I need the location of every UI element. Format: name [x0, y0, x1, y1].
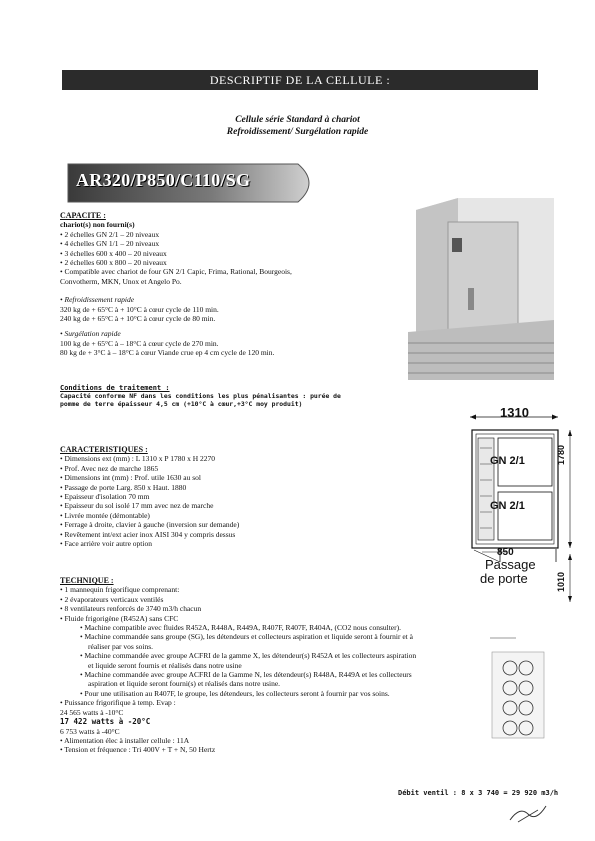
list-item: • Revêtement int/ext acier inox AISI 304 y compris dessus [60, 530, 400, 539]
debit-ventil: Débit ventil : 8 x 3 740 = 29 920 m3/h [398, 789, 559, 797]
list-item: • Livrée montée (démontable) [60, 511, 400, 520]
signature-scribble [508, 802, 548, 824]
list-item: • Ferrage à droite, clavier à gauche (inversion sur demande) [60, 520, 400, 529]
list-item: • Machine commandée avec groupe ACFRI de la Gamme N, les détendeur(s) R448A, R449A et les collecteurs aspiration et liquide seront fourni(s) et réalisés dans notre usine. [60, 670, 420, 689]
list-item: • 2 échelles GN 2/1 – 20 niveaux [60, 230, 390, 239]
list-item: • Passage de porte Larg. 850 x Haut. 1880 [60, 483, 400, 492]
list-item: • 3 échelles 600 x 400 – 20 niveaux [60, 249, 390, 258]
section-banner: DESCRIPTIF DE LA CELLULE : [62, 70, 538, 90]
list-item: • Machine compatible avec fluides R452A, R448A, R449A, R407F, R407F, R404A, (CO2 nous consulter). [60, 623, 420, 632]
capacite-heading: CAPACITE : [60, 211, 106, 220]
surgel-line: 80 kg de + 3°C à – 18°C à cœur Viande crue ep 4 cm cycle de 120 min. [60, 348, 275, 358]
conditions-section [60, 384, 400, 408]
list-item: • Dimensions int (mm) : Prof. utile 1630 au sol [60, 473, 400, 482]
capacite-subheading: chariot(s) non fourni(s) [60, 220, 135, 230]
refroid-title: • Refroidissement rapide [60, 295, 135, 305]
list-item: • Machine commandée avec groupe ACFRI de la gamme X, les détendeur(s) R452A et les collecteurs aspiration et liquide seront fournis et réalisés dans notre usine [60, 651, 420, 670]
dim-depth: 1780 [556, 444, 566, 465]
technique-heading: TECHNIQUE : [60, 576, 114, 585]
puissance-line: 6 753 watts à -40°C [60, 726, 120, 736]
cell-photo [408, 192, 554, 380]
subtitle-line-1: Cellule série Standard à chariot [235, 115, 360, 125]
list-item: • Pour une utilisation au R407F, le groupe, les détendeurs, les collecteurs seront à fournir par vos soins. [60, 689, 420, 698]
conditions-heading: Conditions de traitement : [60, 384, 170, 392]
subtitle-line-2: Refroidissement/ Surgélation rapide [226, 127, 369, 137]
refroid-line: 240 kg de + 65°C à + 10°C à cœur cycle de 80 min. [60, 314, 216, 324]
capacite-list [60, 230, 390, 277]
capacite-continued: Convotherm, MKN, Unox et Angelo Po. [60, 276, 182, 286]
list-item: • Tension et fréquence : Tri 400V + T + N, 50 Hertz [60, 745, 460, 754]
surgel-title: • Surgélation rapide [60, 329, 121, 339]
list-item: • 2 échelles 600 x 800 – 20 niveaux [60, 258, 390, 267]
list-item: • 1 mannequin frigorifique comprenant: [60, 585, 460, 594]
caracteristiques-heading: CARACTERISTIQUES : [60, 445, 148, 454]
conditions-line: Capacité conforme NF dans les conditions les plus pénalisantes : purée de [60, 392, 341, 400]
list-item: • Fluide frigorigène (R452A) sans CFC [60, 614, 460, 623]
dim-door-width: 850 [497, 547, 514, 558]
surgel-line: 100 kg de + 65°C à – 18°C à cœur cycle de 270 min. [60, 338, 219, 348]
list-item: • 4 échelles GN 1/1 – 20 niveaux [60, 239, 390, 248]
conditions-line: pomme de terre épaisseur 4,5 cm (+10°C à cœur,+3°C moy produit) [60, 400, 303, 408]
fan-unit-sketch [488, 632, 548, 742]
model-name: AR320/P850/C110/SG [76, 170, 251, 190]
caracteristiques-section [60, 445, 400, 548]
list-item: • Alimentation élec à installer cellule : 11A [60, 736, 460, 745]
model-badge [62, 160, 324, 206]
dim-door-depth: 1010 [556, 571, 566, 592]
shelf-label-top: GN 2/1 [490, 455, 525, 467]
refroid-line: 320 kg de + 65°C à + 10°C à cœur cycle de 110 min. [60, 304, 219, 314]
technique-sublist [60, 623, 420, 698]
shelf-label-bottom: GN 2/1 [490, 500, 525, 512]
list-item: • Dimensions ext (mm) : L 1310 x P 1780 x H 2270 [60, 454, 400, 463]
technique-tail-list [60, 736, 460, 755]
puissance-line-highlight: 17 422 watts à -20°C [60, 717, 151, 727]
caracteristiques-list [60, 454, 400, 548]
list-item: • 8 ventilateurs renforcés de 3740 m3/h chacun [60, 604, 460, 613]
list-item: • 2 évaporateurs verticaux ventilés [60, 595, 460, 604]
list-item: • Epaisseur du sol isolé 17 mm avec nez de marche [60, 501, 400, 510]
list-item: • Machine commandée sans groupe (SG), les détendeurs et collecteurs aspiration et liquide seront à fournir et à réaliser par vos soins. [60, 632, 420, 651]
technique-list [60, 585, 460, 623]
door-label-2: de porte [480, 571, 528, 586]
puissance-label: • Puissance frigorifique à temp. Evap : [60, 698, 176, 708]
list-item: • Compatible avec chariot de four GN 2/1 Capic, Frima, Rational, Bourgeois, [60, 267, 390, 276]
capacite-section [60, 211, 390, 358]
dim-width: 1310 [500, 405, 529, 420]
list-item: • Prof. Avec nez de marche 1865 [60, 464, 400, 473]
list-item: • Face arrière voir autre option [60, 539, 400, 548]
puissance-line: 24 565 watts à -10°C [60, 707, 124, 717]
list-item: • Epaisseur d'isolation 70 mm [60, 492, 400, 501]
technique-section [60, 576, 460, 755]
door-label-1: Passage [485, 557, 536, 572]
